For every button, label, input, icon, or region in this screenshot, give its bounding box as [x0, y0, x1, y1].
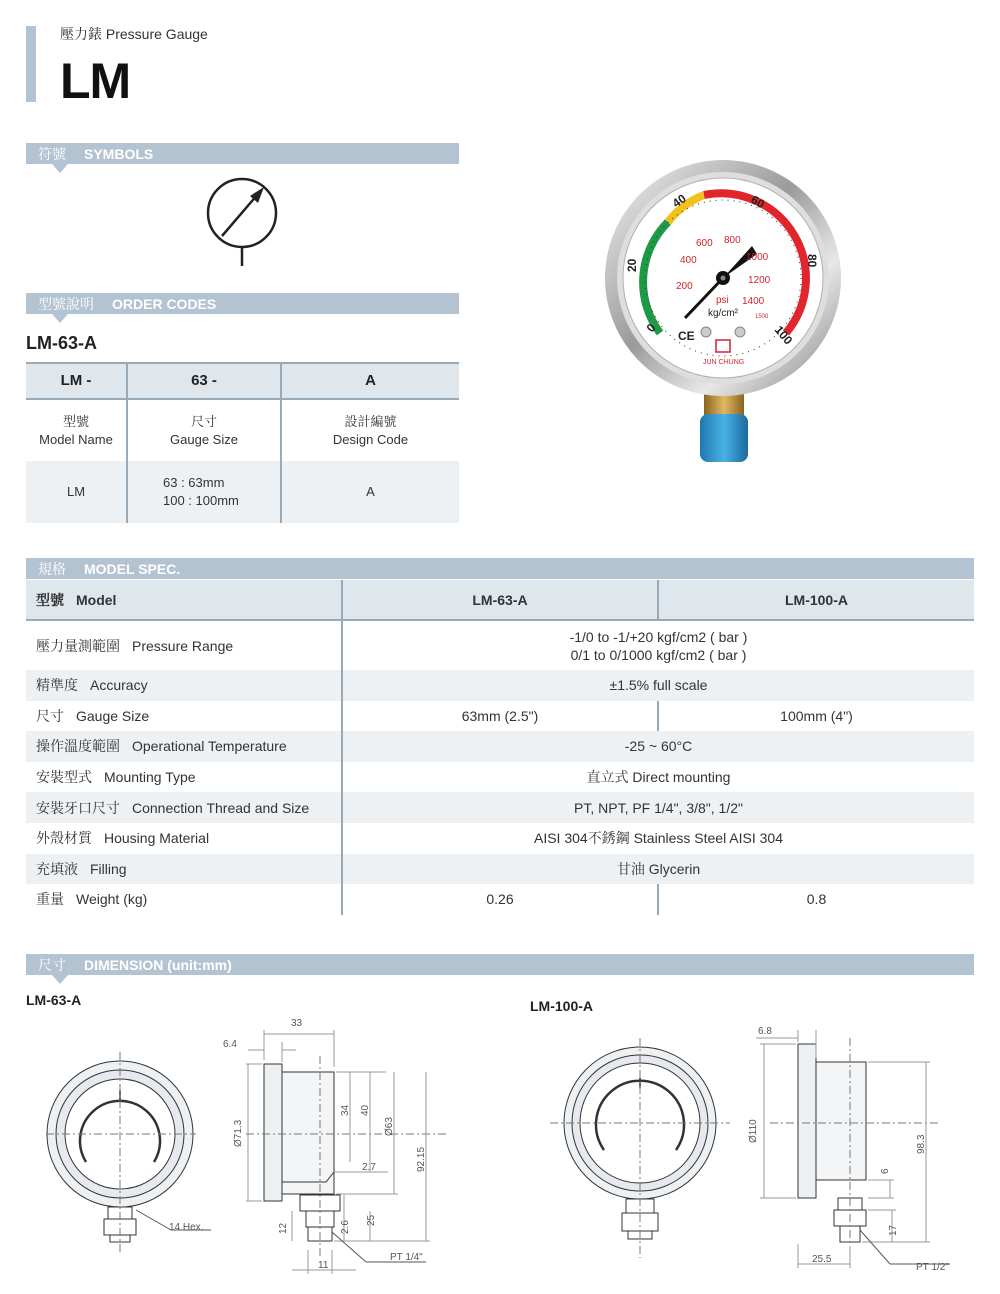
- order-code-title: LM-63-A: [26, 333, 97, 353]
- spec-value: 100mm (4"): [658, 701, 974, 732]
- order-code-meaning: 設計編號 Design Code: [281, 399, 459, 461]
- spec-label: 壓力量測範圍 Pressure Range: [36, 637, 234, 654]
- dial-inner-label: 1400: [742, 296, 765, 307]
- order-code-value: A: [281, 461, 459, 523]
- dim-40-label: 40: [360, 1104, 371, 1116]
- spec-value: AISI 304不銹鋼 Stainless Steel AISI 304: [342, 823, 974, 854]
- spec-label: 重量 Weight (kg): [36, 891, 148, 908]
- dial-unit-psi: psi: [716, 295, 729, 306]
- dim-92-label: 92.15: [416, 1146, 427, 1172]
- section-dimension: [26, 954, 974, 975]
- dial-inner-label: 800: [724, 235, 741, 246]
- dial-outer-label: 0: [643, 320, 659, 335]
- dial-inner-label: 1000: [746, 252, 769, 263]
- dial-outer-label: 60: [748, 192, 768, 212]
- dial-outer-label: 80: [805, 254, 819, 268]
- order-code-meaning-row: [26, 399, 459, 461]
- order-code-meaning: 尺寸 Gauge Size: [127, 399, 281, 461]
- pressure-gauge-photo: [600, 158, 846, 468]
- spec-row-pressure-range: [26, 620, 974, 670]
- order-code-header: LM -: [26, 363, 127, 399]
- spec-header-col1: LM-63-A: [342, 580, 658, 620]
- spec-value: -1/0 to -1/+20 kgf/cm2 ( bar ) 0/1 to 0/1000 kgf/cm2 ( bar ): [342, 620, 974, 670]
- dim-63-label: Ø63: [384, 1117, 395, 1136]
- spec-label: 操作溫度範圍 Operational Temperature: [26, 731, 342, 762]
- dim-34-label: 34: [340, 1104, 351, 1116]
- dim-6-label: 6: [880, 1168, 891, 1174]
- spec-value: 63mm (2.5"): [342, 701, 658, 732]
- spec-value: PT, NPT, PF 1/4", 3/8", 1/2": [342, 792, 974, 823]
- product-category: 壓力錶 Pressure Gauge: [60, 26, 208, 42]
- spec-header-row: [26, 580, 974, 620]
- spec-row-connection: [26, 792, 974, 823]
- dim-dia-713-label: Ø71.3: [233, 1119, 244, 1147]
- dial-small-max: 1500: [755, 314, 769, 320]
- spec-value: 0.26: [342, 884, 658, 915]
- spec-value: ±1.5% full scale: [342, 670, 974, 701]
- section-symbols: [26, 143, 459, 164]
- order-code-value: LM: [26, 461, 127, 523]
- order-code-value: 63 : 63mm 100 : 100mm: [127, 461, 281, 523]
- dim-98-label: 98.3: [916, 1134, 927, 1154]
- dim-thread-label: PT 1/2": [916, 1262, 949, 1273]
- section-pointer: [52, 164, 68, 173]
- order-code-table: [26, 362, 459, 523]
- dim-title-lm63: LM-63-A: [26, 992, 82, 1008]
- spec-row-temperature: [26, 731, 974, 762]
- spec-header-col2: LM-100-A: [658, 580, 974, 620]
- dial-inner-label: 600: [696, 238, 713, 249]
- dim-thread-label: PT 1/4": [390, 1252, 423, 1263]
- spec-value: 直立式 Direct mounting: [342, 762, 974, 793]
- dial-inner-label: 400: [680, 255, 697, 266]
- dim-17-label: 17: [888, 1224, 899, 1236]
- spec-row-weight: [26, 884, 974, 915]
- spec-value: 甘油 Glycerin: [342, 854, 974, 885]
- order-code-meaning: 型號 Model Name: [26, 399, 127, 461]
- section-order-zh: 型號說明: [38, 296, 94, 312]
- spec-label: 外殼材質 Housing Material: [36, 830, 210, 847]
- dim-dia-110-label: Ø110: [748, 1119, 759, 1143]
- order-code-header: 63 -: [127, 363, 281, 399]
- dim-12-label: 12: [278, 1222, 289, 1234]
- section-spec-zh: 規格: [38, 561, 66, 577]
- dial-outer-label: 100: [771, 322, 796, 348]
- order-code-header: A: [281, 363, 459, 399]
- dial-unit-kg: kg/cm²: [708, 308, 738, 319]
- dim-6-8-label: 6.8: [758, 1026, 772, 1037]
- dial-outer-label: 40: [669, 191, 689, 211]
- section-pointer: [52, 314, 68, 323]
- section-order-codes: [26, 293, 459, 314]
- dim-11-label: 11: [318, 1260, 329, 1271]
- lm63-dimension-drawing: [26, 1012, 476, 1282]
- dim-6-4-label: 6.4: [223, 1039, 237, 1050]
- section-spec-en: MODEL SPEC.: [84, 561, 181, 577]
- spec-header-label: 型號 Model: [26, 580, 342, 620]
- dim-2-7-label: 2.7: [362, 1162, 376, 1173]
- order-code-header-row: [26, 363, 459, 399]
- section-dim-zh: 尺寸: [38, 957, 66, 973]
- spec-value: 0.8: [658, 884, 974, 915]
- spec-row-accuracy: [26, 670, 974, 701]
- dial-outer-label: 20: [625, 258, 639, 272]
- page-title: LM: [60, 53, 131, 109]
- ce-mark: CE: [678, 329, 695, 343]
- spec-label: 充填液 Filling: [26, 854, 342, 885]
- dim-25-label: 25: [366, 1214, 377, 1226]
- section-symbols-zh: 符號: [38, 146, 66, 162]
- dial-inner-label: 1200: [748, 275, 771, 286]
- spec-row-housing: [26, 823, 974, 854]
- dial-inner-label: 200: [676, 281, 693, 292]
- pressure-gauge-symbol-icon: [200, 172, 286, 268]
- spec-label: 尺寸 Gauge Size: [36, 707, 150, 724]
- spec-label: 安裝型式 Mounting Type: [36, 769, 196, 786]
- dim-hex-label: 14 Hex.: [169, 1222, 204, 1233]
- dim-25-5-label: 25.5: [812, 1254, 832, 1265]
- spec-row-mounting: [26, 762, 974, 793]
- spec-row-filling: [26, 854, 974, 885]
- section-model-spec: [26, 558, 974, 579]
- section-dim-en: DIMENSION (unit:mm): [84, 957, 232, 973]
- spec-label: 安裝牙口尺寸 Connection Thread and Size: [26, 792, 342, 823]
- spec-row-gauge-size: [26, 701, 974, 732]
- spec-value: -25 ~ 60°C: [342, 731, 974, 762]
- dial-brand: JUN CHUNG: [703, 359, 745, 366]
- dim-2-6-label: 2.6: [340, 1220, 351, 1234]
- order-code-value-row: [26, 461, 459, 523]
- lm100-dimension-drawing: [530, 1018, 970, 1282]
- spec-label: 精準度 Accuracy: [26, 670, 342, 701]
- spec-table: [26, 580, 974, 915]
- header-accent-bar: [26, 26, 36, 102]
- section-pointer: [52, 975, 68, 984]
- section-order-en: ORDER CODES: [112, 296, 217, 312]
- dim-33-label: 33: [291, 1018, 303, 1029]
- section-symbols-en: SYMBOLS: [84, 146, 154, 162]
- dim-title-lm100: LM-100-A: [530, 998, 594, 1014]
